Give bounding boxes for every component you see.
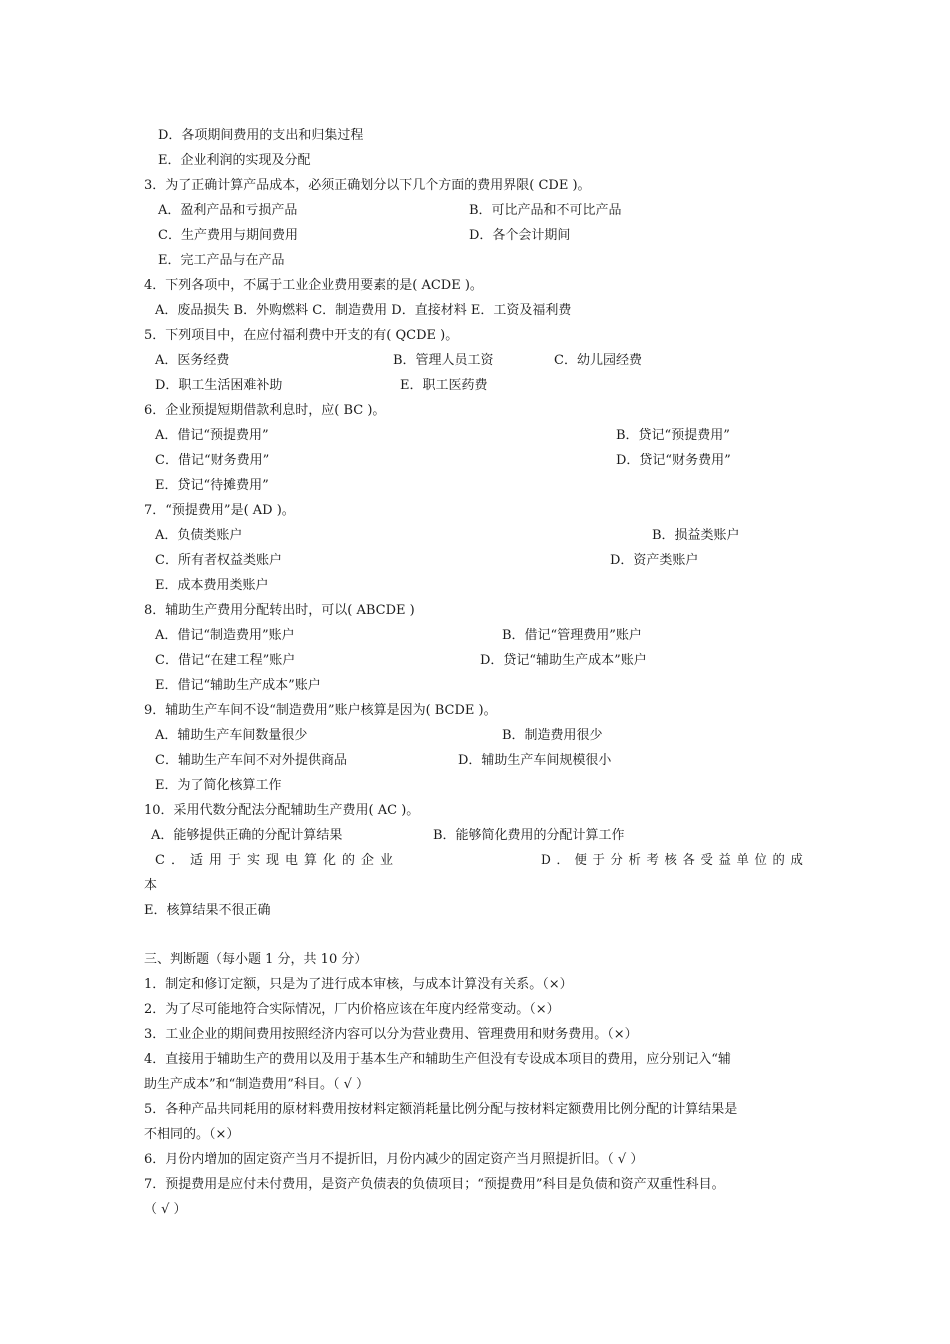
question-text: 6．月份内增加的固定资产当月不提折旧，月份内减少的固定资产当月照提折旧。（ √ ）: [144, 1152, 644, 1167]
option-text: A．借记“制造费用”账户: [155, 628, 295, 643]
option-text: C．生产费用与期间费用: [158, 228, 298, 243]
option-text: D．职工生活困难补助: [155, 378, 283, 393]
option-text: B．损益类账户: [652, 528, 740, 543]
option-text: B．可比产品和不可比产品: [469, 203, 622, 218]
option-text: C．借记“在建工程”账户: [155, 653, 296, 668]
question-text: 7．预提费用是应付未付费用，是资产负债表的负债项目；“预提费用”科目是负债和资产双重性科目。: [144, 1177, 725, 1192]
option-text: B．贷记“预提费用”: [616, 428, 730, 443]
option-text: D．各个会计期间: [469, 228, 571, 243]
question-text: 2．为了尽可能地符合实际情况，厂内价格应该在年度内经常变动。（×）: [144, 1002, 560, 1017]
question-text: 10．采用代数分配法分配辅助生产费用( AC )。: [144, 803, 420, 818]
section-heading: 三、判断题（每小题 1 分，共 10 分）: [144, 952, 368, 967]
question-text: 3．工业企业的期间费用按照经济内容可以分为营业费用、管理费用和财务费用。（×）: [144, 1027, 638, 1042]
option-text: A．辅助生产车间数量很少: [155, 728, 308, 743]
option-text: C．所有者权益类账户: [155, 553, 282, 568]
option-text: A．能够提供正确的分配计算结果: [151, 828, 343, 843]
option-text: A．医务经费: [155, 353, 230, 368]
option-text: E．借记“辅助生产成本”账户: [155, 678, 321, 693]
option-text: C．借记“财务费用”: [155, 453, 270, 468]
option-text: E．贷记“待摊费用”: [155, 478, 269, 493]
option-text: B．管理人员工资: [393, 353, 494, 368]
option-text: B．制造费用很少: [502, 728, 603, 743]
question-text: 4．下列各项中，不属于工业企业费用要素的是( ACDE )。: [144, 278, 483, 293]
option-text: E．企业利润的实现及分配: [158, 153, 311, 168]
question-text: 9．辅助生产车间不设“制造费用”账户核算是因为( BCDE )。: [144, 703, 497, 718]
question-text: 4．直接用于辅助生产的费用以及用于基本生产和辅助生产但没有专设成本项目的费用，应分别记入“辅: [144, 1052, 731, 1067]
option-text: B．借记“管理费用”账户: [502, 628, 642, 643]
option-text: D．辅助生产车间规模很小: [458, 753, 612, 768]
option-text: A．借记“预提费用”: [155, 428, 269, 443]
question-text: 1．制定和修订定额，只是为了进行成本审核，与成本计算没有关系。（×）: [144, 977, 573, 992]
option-text: C．辅助生产车间不对外提供商品: [155, 753, 347, 768]
option-text: A．盈利产品和亏损产品: [158, 203, 298, 218]
option-text: E．完工产品与在产品: [158, 253, 285, 268]
option-text: A．废品损失 B．外购燃料 C．制造费用 D．直接材料 E．工资及福利费: [155, 303, 572, 318]
option-text: E．成本费用类账户: [155, 578, 269, 593]
option-text: C．幼儿园经费: [554, 353, 642, 368]
question-text: 3．为了正确计算产品成本，必须正确划分以下几个方面的费用界限( CDE )。: [144, 178, 591, 193]
question-text: 助生产成本”和“制造费用”科目。（ √ ）: [144, 1077, 369, 1092]
option-text: 本: [144, 878, 158, 893]
option-text: B．能够简化费用的分配计算工作: [433, 828, 625, 843]
question-text: 5．各种产品共同耗用的原材料费用按材料定额消耗量比例分配与按材料定额费用比例分配的计算结果是: [144, 1102, 738, 1117]
option-text: D．贷记“辅助生产成本”账户: [480, 653, 647, 668]
option-text: E．为了简化核算工作: [155, 778, 282, 793]
option-text: C．适用于实现电算化的企业: [155, 853, 399, 868]
question-text: 7．“预提费用”是( AD )。: [144, 503, 295, 518]
question-text: 不相同的。（×）: [144, 1127, 240, 1142]
option-text: E．职工医药费: [400, 378, 488, 393]
option-text: E．核算结果不很正确: [144, 903, 271, 918]
option-text: D．资产类账户: [610, 553, 699, 568]
option-text: D．便于分析考核各受益单位的成: [541, 853, 809, 868]
question-text: （ √ ）: [144, 1202, 187, 1217]
option-text: D．贷记“财务费用”: [616, 453, 731, 468]
question-text: 5．下列项目中，在应付福利费中开支的有( QCDE )。: [144, 328, 459, 343]
option-text: D．各项期间费用的支出和归集过程: [158, 128, 364, 143]
question-text: 8．辅助生产费用分配转出时，可以( ABCDE ): [144, 603, 415, 618]
option-text: A．负债类账户: [155, 528, 243, 543]
question-text: 6．企业预提短期借款利息时，应( BC )。: [144, 403, 386, 418]
